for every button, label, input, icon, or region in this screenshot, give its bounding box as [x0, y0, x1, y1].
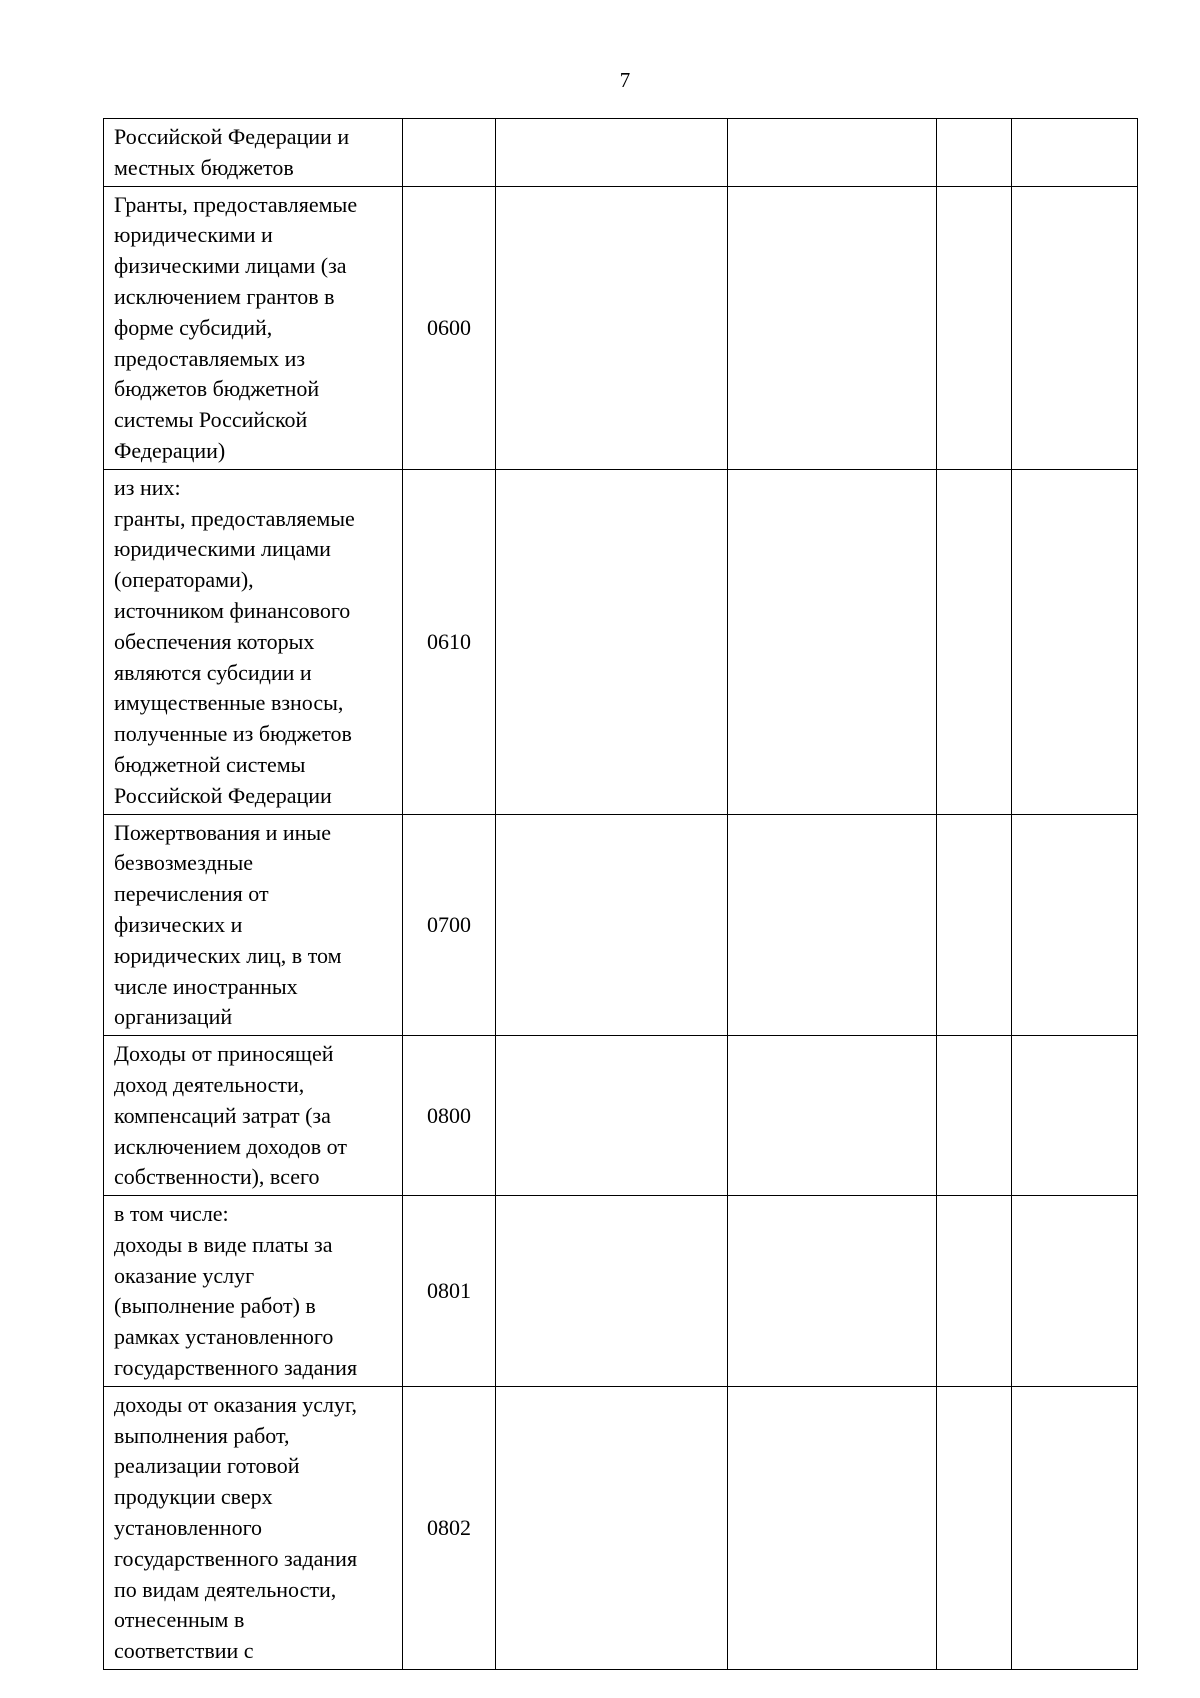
- value-cell[interactable]: [1012, 814, 1138, 1036]
- value-cell[interactable]: [728, 469, 937, 814]
- row-description: в том числе: доходы в виде платы за оказание услуг (выполнение работ) в рамках установленного государственного задания: [104, 1196, 403, 1387]
- row-description: Гранты, предоставляемые юридическими и физическими лицами (за исключением грантов в форме субсидий, предоставляемых из бюджетов бюджетной системы Российской Федерации): [104, 186, 403, 469]
- value-cell[interactable]: [728, 1036, 937, 1196]
- row-description: из них: гранты, предоставляемые юридическими лицами (операторами), источником финансового обеспечения которых являются субсидии и имущественные взносы, полученные из бюджетов бюджетной системы Российской Федерации: [104, 469, 403, 814]
- row-code: 0700: [403, 814, 496, 1036]
- page-number: 7: [619, 68, 631, 92]
- value-cell[interactable]: [1012, 1196, 1138, 1387]
- value-cell[interactable]: [937, 119, 1012, 187]
- row-code: [403, 119, 496, 187]
- value-cell[interactable]: [728, 1196, 937, 1387]
- table-row: [104, 469, 1138, 814]
- value-cell[interactable]: [937, 469, 1012, 814]
- row-description: доходы от оказания услуг, выполнения работ, реализации готовой продукции сверх установленного государственного задания по видам деятельности, отнесенным в соответствии с: [104, 1386, 403, 1669]
- table-row: [104, 814, 1138, 1036]
- value-cell[interactable]: [1012, 1386, 1138, 1669]
- value-cell[interactable]: [496, 1196, 728, 1387]
- row-description: Пожертвования и иные безвозмездные перечисления от физических и юридических лиц, в том числе иностранных организаций: [104, 814, 403, 1036]
- value-cell[interactable]: [1012, 186, 1138, 469]
- value-cell[interactable]: [496, 119, 728, 187]
- value-cell[interactable]: [496, 1036, 728, 1196]
- value-cell[interactable]: [1012, 469, 1138, 814]
- row-description: Доходы от приносящей доход деятельности, компенсаций затрат (за исключением доходов от собственности), всего: [104, 1036, 403, 1196]
- value-cell[interactable]: [1012, 1036, 1138, 1196]
- value-cell[interactable]: [728, 186, 937, 469]
- value-cell[interactable]: [937, 186, 1012, 469]
- value-cell[interactable]: [728, 814, 937, 1036]
- table-body: [104, 119, 1138, 1670]
- table-row: [104, 1386, 1138, 1669]
- table-row: [104, 119, 1138, 187]
- report-table: [103, 118, 1138, 1670]
- value-cell[interactable]: [937, 1196, 1012, 1387]
- value-cell[interactable]: [937, 814, 1012, 1036]
- row-code: 0600: [403, 186, 496, 469]
- table-row: [104, 186, 1138, 469]
- value-cell[interactable]: [937, 1036, 1012, 1196]
- table-row: [104, 1036, 1138, 1196]
- value-cell[interactable]: [937, 1386, 1012, 1669]
- value-cell[interactable]: [496, 1386, 728, 1669]
- row-code: 0802: [403, 1386, 496, 1669]
- value-cell[interactable]: [728, 1386, 937, 1669]
- row-code: 0800: [403, 1036, 496, 1196]
- value-cell[interactable]: [496, 814, 728, 1036]
- value-cell[interactable]: [1012, 119, 1138, 187]
- value-cell[interactable]: [496, 186, 728, 469]
- row-description: Российской Федерации и местных бюджетов: [104, 119, 403, 187]
- row-code: 0610: [403, 469, 496, 814]
- row-code: 0801: [403, 1196, 496, 1387]
- table-row: [104, 1196, 1138, 1387]
- value-cell[interactable]: [496, 469, 728, 814]
- value-cell[interactable]: [728, 119, 937, 187]
